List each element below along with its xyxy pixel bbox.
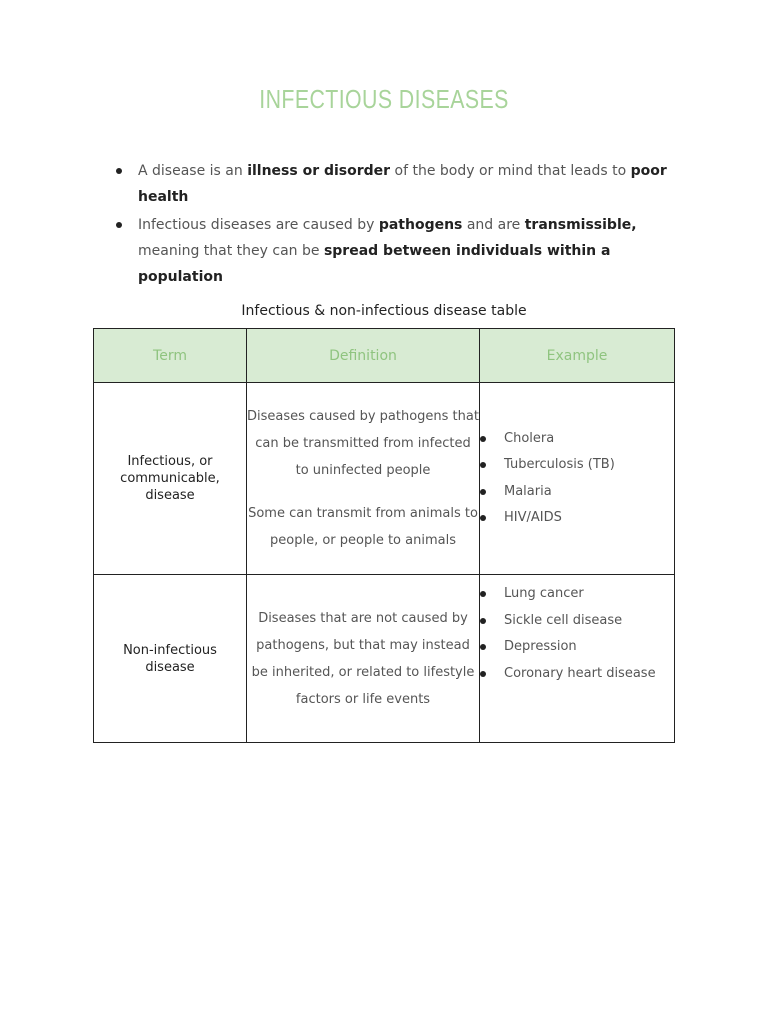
table-row — [94, 575, 675, 743]
bullet-text: Infectious diseases are caused by — [138, 217, 379, 233]
example-text: HIV/AIDS — [504, 510, 562, 525]
page-title: INFECTIOUS DISEASES — [259, 84, 509, 114]
example-item — [480, 426, 674, 453]
example-item — [480, 634, 674, 661]
table-header-row — [94, 329, 675, 383]
example-item — [480, 505, 674, 532]
bullet-text: meaning that they can be — [138, 243, 324, 259]
bullet-dot-icon — [480, 618, 486, 624]
term-line: Non-infectious — [123, 642, 217, 658]
bullet-dot-icon — [480, 462, 486, 468]
bullet-dot-icon — [116, 222, 122, 228]
term-line: communicable, — [120, 471, 220, 486]
bullet-bold-text: pathogens — [378, 217, 463, 233]
example-text: Malaria — [504, 483, 552, 499]
example-text: Depression — [504, 639, 577, 654]
table-caption: Infectious & non-infectious disease table — [241, 303, 527, 319]
term-cell — [94, 575, 247, 743]
table-row — [94, 383, 675, 575]
bullet-dot-icon — [480, 436, 486, 442]
bullet-bold-text: illness or disorder — [247, 163, 391, 179]
example-list — [480, 581, 674, 687]
example-cell — [480, 575, 675, 743]
example-item — [480, 608, 674, 635]
bullet-dot-icon — [480, 671, 486, 677]
example-item — [480, 452, 674, 479]
header-term: Term — [94, 329, 247, 383]
example-text: Tuberculosis (TB) — [504, 457, 615, 472]
bullet-bold-text: poor health — [138, 163, 667, 205]
term-line: Infectious, or — [127, 454, 213, 469]
example-text: Cholera — [504, 430, 555, 446]
intro-bullet — [112, 212, 672, 290]
bullet-dot-icon — [480, 591, 486, 597]
example-text: Sickle cell disease — [504, 612, 623, 628]
bullet-dot-icon — [480, 489, 486, 495]
term-line: disease — [145, 488, 195, 503]
example-text: Lung cancer — [504, 586, 584, 601]
bullet-dot-icon — [116, 168, 122, 174]
intro-bullet — [112, 158, 672, 210]
example-text: Coronary heart disease — [504, 665, 656, 681]
definition-text: Diseases caused by pathogens that can be transmitted from infected to uninfected people — [247, 409, 479, 478]
bullet-bold-text: spread between individuals within a population — [138, 243, 611, 285]
intro-bullet-list — [112, 158, 672, 292]
definition-cell — [247, 575, 480, 743]
example-item — [480, 581, 674, 608]
example-item — [480, 661, 674, 688]
definition-cell — [247, 383, 480, 575]
disease-table — [93, 328, 675, 743]
example-item — [480, 479, 674, 506]
bullet-bold-text: transmissible, — [524, 217, 637, 233]
definition-text: Some can transmit from animals to people, or people to animals — [248, 506, 478, 548]
header-definition: Definition — [247, 329, 480, 383]
term-line: disease — [145, 659, 195, 675]
example-cell — [480, 383, 675, 575]
bullet-text: of the body or mind that leads to — [390, 163, 631, 179]
header-example: Example — [480, 329, 675, 383]
example-list — [480, 426, 674, 532]
bullet-dot-icon — [480, 515, 486, 521]
definition-text: Diseases that are not caused by pathogens, but that may instead be inherited, or related to lifestyle factors or life events — [251, 610, 475, 707]
bullet-text: A disease is an — [138, 163, 248, 179]
term-cell — [94, 383, 247, 575]
bullet-text: and are — [462, 217, 525, 233]
bullet-dot-icon — [480, 644, 486, 650]
